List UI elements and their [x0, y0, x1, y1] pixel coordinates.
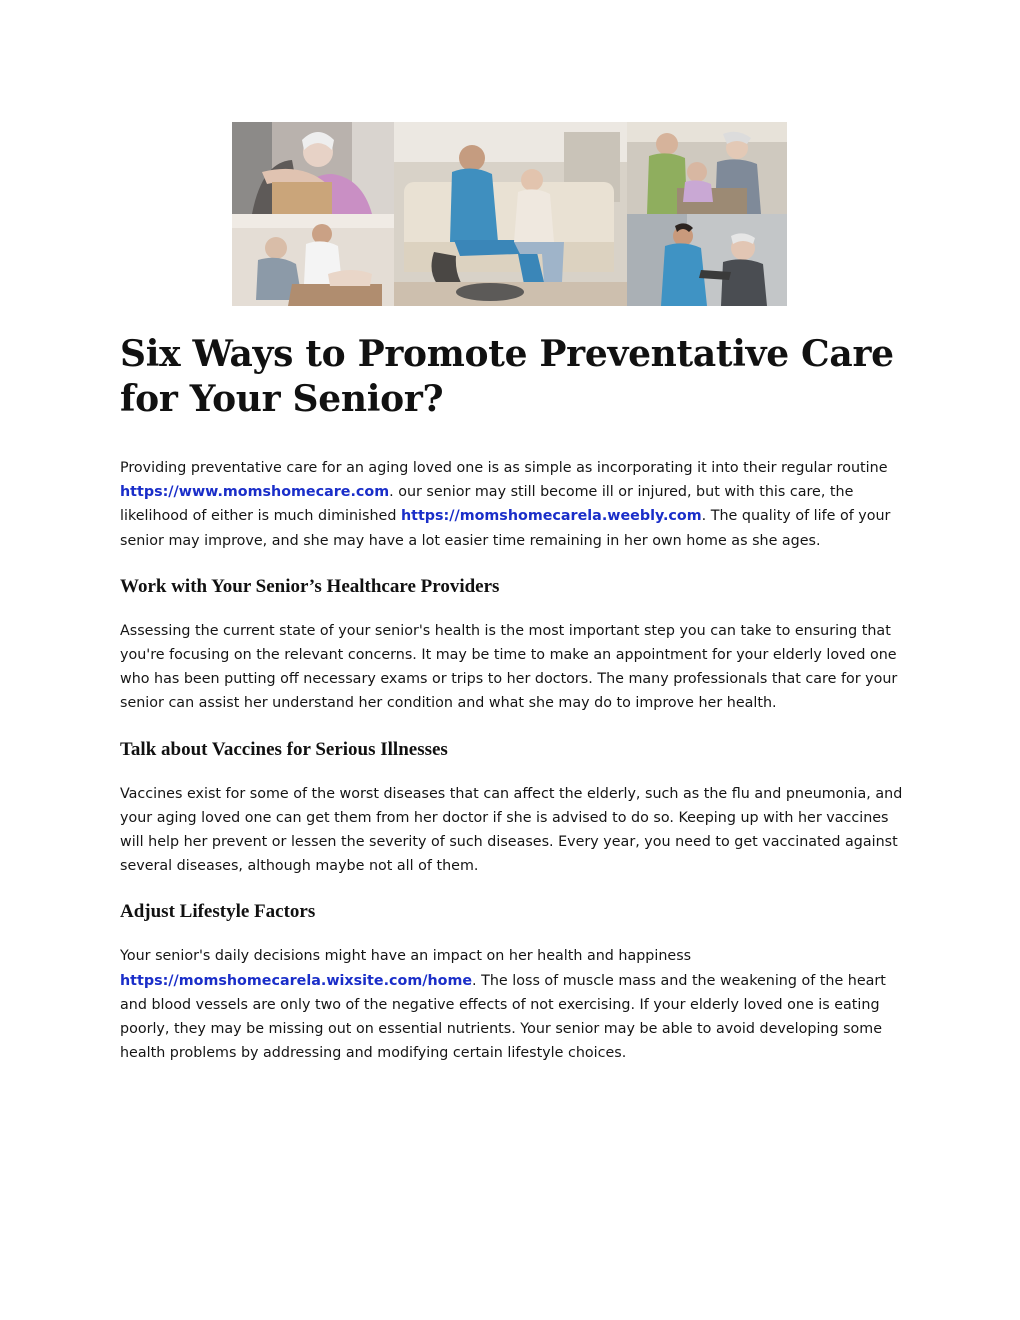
- link-momshomecarela-weebly[interactable]: https://momshomecarela.weebly.com: [400, 508, 702, 525]
- section-body-vaccines: Vaccines exist for some of the worst diseases that can affect the elderly, such as the flu and pneumonia, and your aging loved one can get them from her doctor if she is advised to do so. Keeping up with her vaccines will help her prevent or lessen the severity of such diseases. Every year, you need to get vaccinated against several diseases, although maybe not all of them.: [120, 785, 903, 875]
- intro-paragraph: [120, 456, 910, 553]
- photo-caregiver-bedside: [232, 214, 394, 306]
- section-heading-vaccines: Talk about Vaccines for Serious Illnesses: [120, 738, 448, 760]
- photo-nurse-blood-pressure: [627, 214, 787, 306]
- link-momshomecare[interactable]: https://www.momshomecare.com: [120, 484, 390, 501]
- photo-caregiver-hug: [232, 122, 394, 214]
- section-heading-lifestyle: Adjust Lifestyle Factors: [120, 901, 316, 923]
- page-title: Six Ways to Promote Preventative Care for Your Senior?: [120, 333, 894, 420]
- lifestyle-text-1: Your senior's daily decisions might have an impact on her health and happiness: [120, 948, 692, 965]
- lifestyle-text-2: . The loss of muscle mass and the weakening of the heart and blood vessels are only two of the negative effects of not exercising. If your elderly loved one is eating poorly, they may be missing out on essential nutrients. Your senior may be able to avoid developing some health problems by addressing and modifying certain lifestyle choices.: [120, 972, 886, 1062]
- intro-text-3: . The quality of life of your senior may improve, and she may have a lot easier time remaining in her own home as she ages.: [120, 508, 891, 549]
- article-content: [120, 332, 910, 1087]
- intro-text-2: . our senior may still become ill or injured, but with this care, the likelihood of either is much diminished: [120, 484, 854, 525]
- section-body-lifestyle: [120, 944, 910, 1065]
- section-heading-healthcare-providers: Work with Your Senior’s Healthcare Providers: [120, 575, 500, 597]
- hero-image-collage: [232, 122, 787, 306]
- photo-nurse-on-couch: [394, 122, 627, 306]
- link-momshomecarela-wixsite[interactable]: https://momshomecarela.wixsite.com/home: [120, 972, 473, 989]
- photo-couple-with-caregiver: [627, 122, 787, 214]
- intro-text-1: Providing preventative care for an aging loved one is as simple as incorporating it into their regular routine: [120, 460, 888, 476]
- section-body-healthcare-providers: Assessing the current state of your senior's health is the most important step you can take to ensuring that you're focusing on the relevant concerns. It may be time to make an appointment for your elderly loved one who has been putting off necessary exams or trips to her doctors. The many professionals that care for your senior can assist her understand her condition and what she may do to improve her health.: [120, 622, 898, 712]
